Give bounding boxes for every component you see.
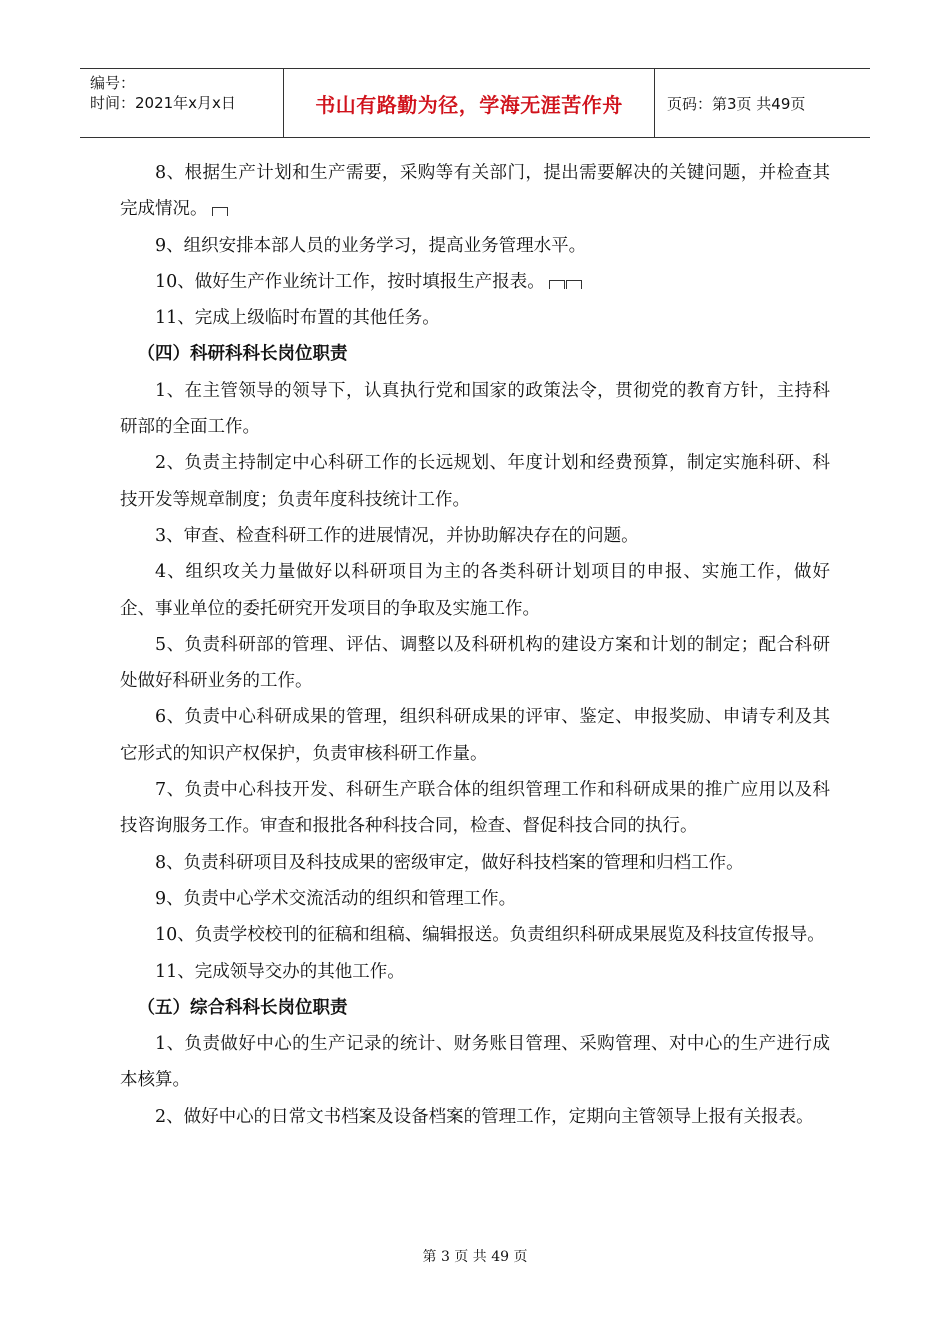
- paragraph: 2、负责主持制定中心科研工作的长远规划、年度计划和经费预算，制定实施科研、科技开发等规章制度；负责年度科技统计工作。: [120, 453, 830, 510]
- paragraph: 2、做好中心的日常文书档案及设备档案的管理工作，定期向主管领导上报有关报表。: [155, 1106, 814, 1127]
- edit-mark-icon: [212, 207, 228, 216]
- paragraph: 9、负责中心学术交流活动的组织和管理工作。: [155, 888, 517, 909]
- paragraph: 10、负责学校校刊的征稿和组稿、编辑报送。负责组织科研成果展览及科技宣传报导。: [155, 925, 825, 946]
- edit-mark-icon: [566, 280, 582, 289]
- paragraph: 9、组织安排本部人员的业务学习，提高业务管理水平。: [155, 235, 587, 256]
- paragraph: 11、完成领导交办的其他工作。: [155, 961, 405, 982]
- paragraph: 10、做好生产作业统计工作，按时填报生产报表。: [120, 264, 830, 300]
- paragraph: 1、负责做好中心的生产记录的统计、财务账目管理、采购管理、对中心的生产进行成本核算。: [120, 1034, 830, 1091]
- edit-mark-icon: [549, 280, 565, 289]
- paragraph: 5、负责科研部的管理、评估、调整以及科研机构的建设方案和计划的制定；配合科研处做好科研业务的工作。: [120, 634, 830, 692]
- page-footer: 第 3 页 共 49 页: [422, 1249, 528, 1265]
- header-motto: 书山有路勤为径，学海无涯苦作舟: [315, 92, 623, 117]
- section-heading: （四）科研科科长岗位职责: [137, 344, 348, 365]
- document-number-label: 编号：: [90, 74, 136, 92]
- header-page-info: 页码：第3页 共49页: [667, 94, 806, 113]
- paragraph: 7、负责中心科技开发、科研生产联合体的组织管理工作和科研成果的推广应用以及科技咨询服务工作。审查和报批各种科技合同，检查、督促科技合同的执行。: [120, 780, 830, 837]
- document-time: 时间：2021年x月x日: [90, 94, 236, 112]
- page-header: [80, 68, 870, 138]
- header-meta: [80, 69, 284, 137]
- paragraph: 1、在主管领导的领导下，认真执行党和国家的政策法令，贯彻党的教育方针，主持科研部的全面工作。: [120, 380, 830, 438]
- paragraph: 4、组织攻关力量做好以科研项目为主的各类科研计划项目的申报、实施工作，做好企、事业单位的委托研究开发项目的争取及实施工作。: [120, 562, 830, 619]
- paragraph: 3、审查、检查科研工作的进展情况，并协助解决存在的问题。: [155, 525, 639, 546]
- paragraph: 11、完成上级临时布置的其他任务。: [155, 308, 440, 329]
- section-heading: （五）综合科科长岗位职责: [137, 997, 348, 1018]
- document-body: [120, 155, 830, 1135]
- header-motto-cell: [284, 69, 655, 137]
- paragraph: 8、根据生产计划和生产需要，采购等有关部门，提出需要解决的关键问题，并检查其完成情况。: [120, 163, 830, 220]
- paragraph: 6、负责中心科研成果的管理，组织科研成果的评审、鉴定、申报奖励、申请专利及其它形式的知识产权保护，负责审核科研工作量。: [120, 707, 830, 764]
- paragraph: 8、负责科研项目及科技成果的密级审定，做好科技档案的管理和归档工作。: [155, 852, 744, 873]
